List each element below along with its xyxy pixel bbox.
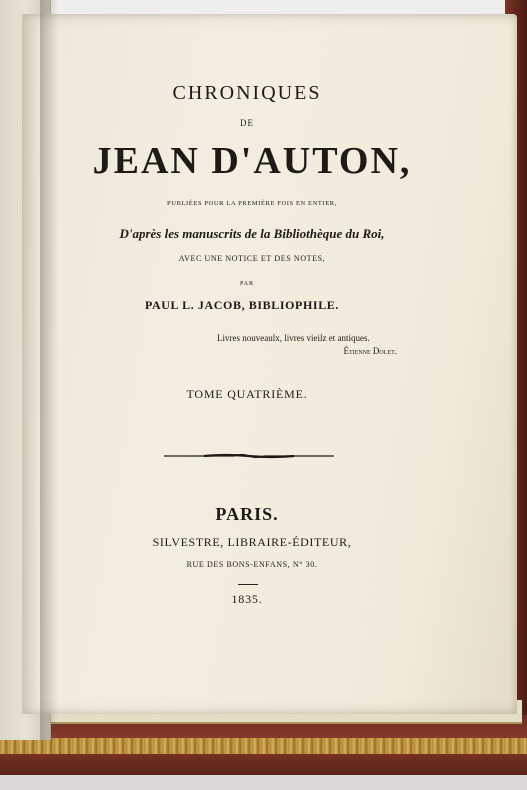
gutter-shadow [40, 0, 58, 740]
ornamental-rule [164, 452, 334, 460]
subtitle-publiees: PUBLIÉES POUR LA PREMIÈRE FOIS EN ENTIER, [167, 200, 337, 207]
imprint-city: PARIS. [215, 504, 279, 524]
subtitle-par: PAR [239, 281, 255, 287]
title-page [22, 14, 517, 714]
volume-label: TOME QUATRIÈME. [186, 387, 308, 401]
editor-name: PAUL L. JACOB, BIBLIOPHILE. [144, 298, 339, 312]
title-author-name: JEAN D'AUTON, [92, 140, 412, 182]
imprint-publisher: SILVESTRE, LIBRAIRE-ÉDITEUR, [152, 535, 352, 549]
gilt-edge-tooling [0, 738, 527, 754]
imprint-address: RUE DES BONS-ENFANS, N° 30. [186, 560, 318, 569]
epigraph-quote: Livres nouveaulx, livres vieilz et antiques. [217, 333, 370, 343]
subtitle-avec: AVEC UNE NOTICE ET DES NOTES, [178, 254, 326, 263]
imprint-year: 1835. [231, 592, 263, 606]
short-rule [238, 584, 258, 585]
title-chroniques: CHRONIQUES [172, 82, 322, 104]
title-de: DE [240, 118, 254, 128]
subtitle-dapres: D'après les manuscrits de la Bibliothèque du Roi, [119, 226, 385, 241]
epigraph-attribution: Étienne Dolet. [343, 346, 397, 356]
epigraph [217, 332, 407, 358]
